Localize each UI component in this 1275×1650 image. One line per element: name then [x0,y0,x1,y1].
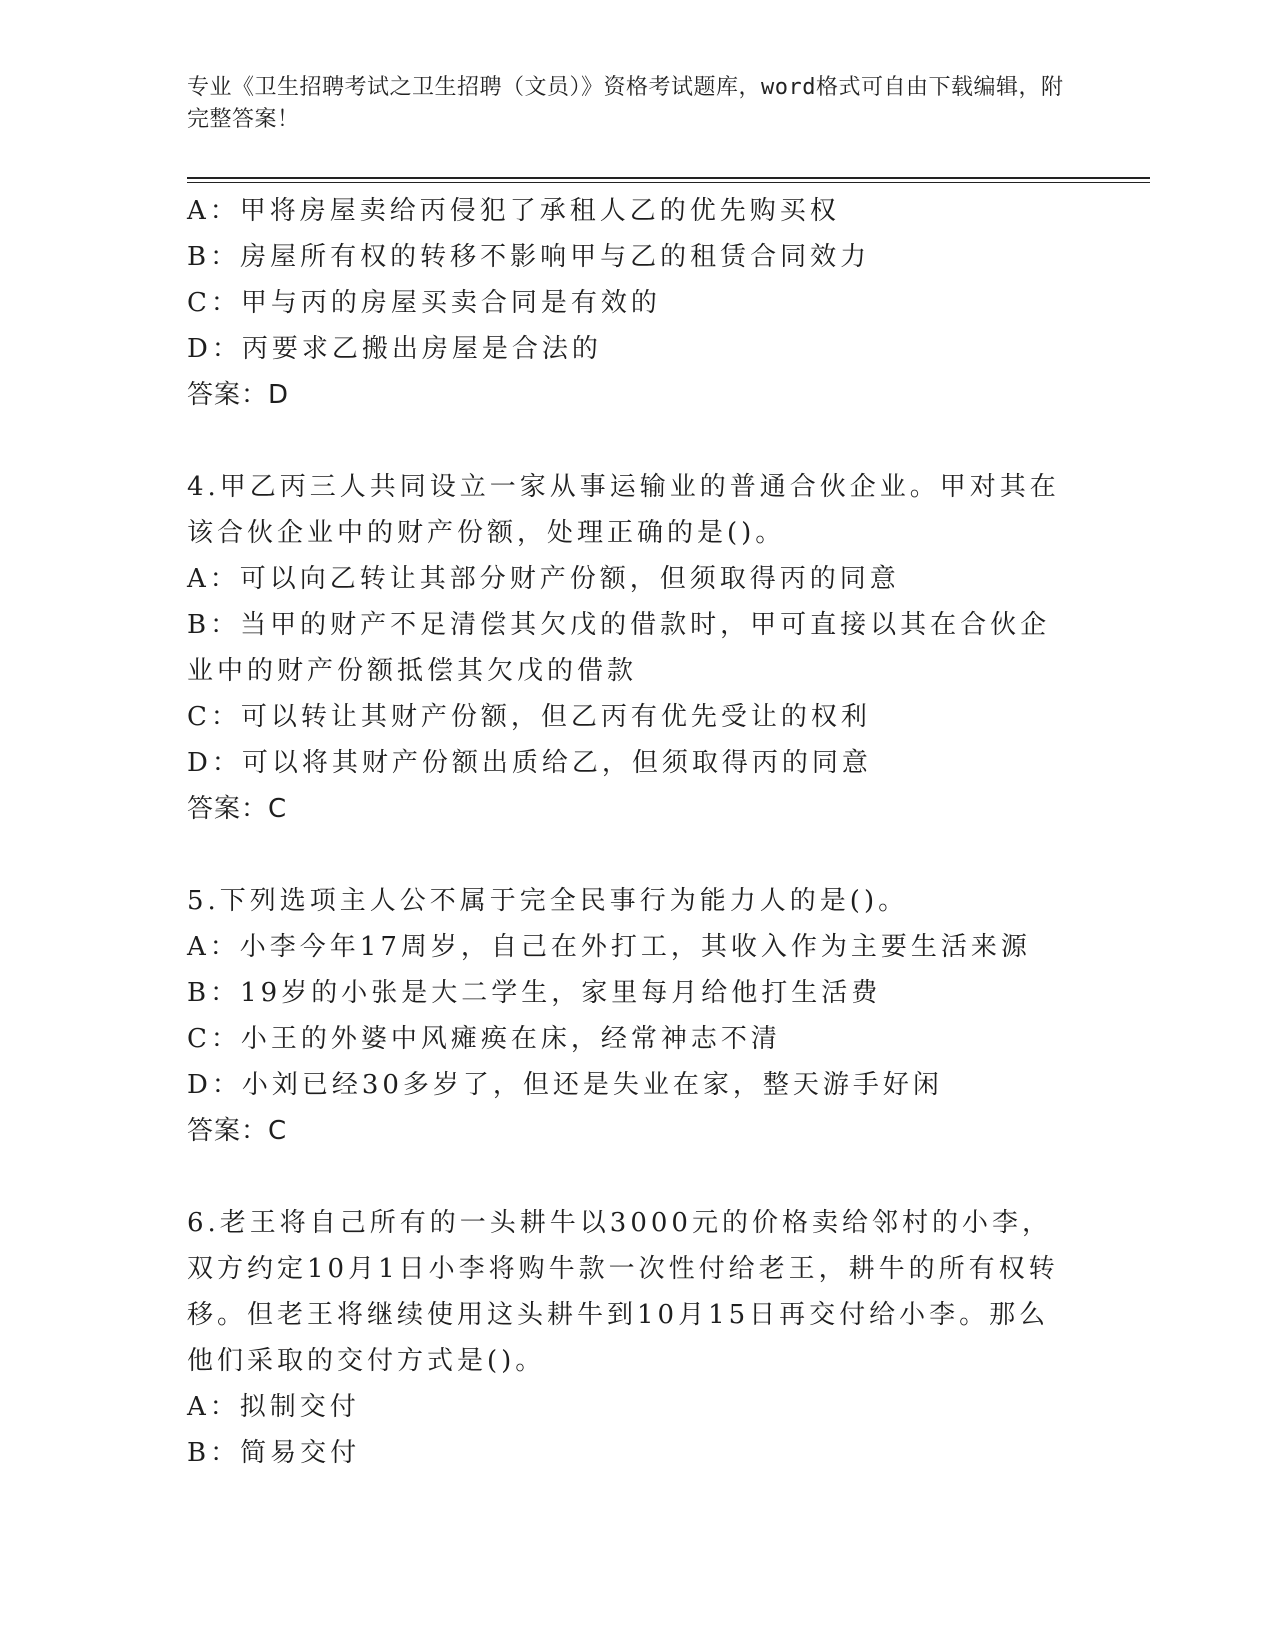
question-4 [187,464,1067,832]
answer: 答案：C [187,1116,288,1146]
document-intro: 专业《卫生招聘考试之卫生招聘（文员）》资格考试题库，word格式可自由下载编辑，附完整答案！ [187,75,1064,132]
spacer [187,832,1067,878]
option-c: C：小王的外婆中风瘫痪在床，经常神志不清 [187,1024,781,1054]
spacer [187,418,1067,464]
option-a: A：甲将房屋卖给丙侵犯了承租人乙的优先购买权 [187,196,840,226]
option-c: C：甲与丙的房屋买卖合同是有效的 [187,288,661,318]
question-list [187,188,1067,1476]
header-divider-thin [187,182,1150,183]
option-a: A：小李今年17周岁，自己在外打工，其收入作为主要生活来源 [187,932,1031,962]
option-c: C：可以转让其财产份额，但乙丙有优先受让的权利 [187,702,871,732]
header-divider-thick [187,177,1150,179]
option-b: B：19岁的小张是大二学生，家里每月给他打生活费 [187,978,882,1008]
question-stem: 6.老王将自己所有的一头耕牛以3000元的价格卖给邻村的小李，双方约定10月1日小李将购牛款一次性付给老王，耕牛的所有权转移。但老王将继续使用这头耕牛到10月15日再交付给小李。那么他们采取的交付方式是()。 [187,1208,1059,1376]
question-stem: 5.下列选项主人公不属于完全民事行为能力人的是()。 [187,886,909,916]
question-6 [187,1200,1067,1476]
option-b: B：房屋所有权的转移不影响甲与乙的租赁合同效力 [187,242,871,272]
option-d: D：小刘已经30多岁了，但还是失业在家，整天游手好闲 [187,1070,943,1100]
option-d: D：丙要求乙搬出房屋是合法的 [187,334,602,364]
answer: 答案：C [187,794,288,824]
option-a: A：拟制交付 [187,1392,360,1422]
answer: 答案：D [187,380,290,410]
question-stem: 4.甲乙丙三人共同设立一家从事运输业的普通合伙企业。甲对其在该合伙企业中的财产份额，处理正确的是()。 [187,472,1060,548]
question-5 [187,878,1067,1154]
option-b: B：简易交付 [187,1438,361,1468]
option-b: B：当甲的财产不足清偿其欠戊的借款时，甲可直接以其在合伙企业中的财产份额抵偿其欠戊的借款 [187,610,1051,686]
spacer [187,1154,1067,1200]
question-3 [187,188,1067,418]
option-d: D：可以将其财产份额出质给乙，但须取得丙的同意 [187,748,872,778]
option-a: A：可以向乙转让其部分财产份额，但须取得丙的同意 [187,564,900,594]
